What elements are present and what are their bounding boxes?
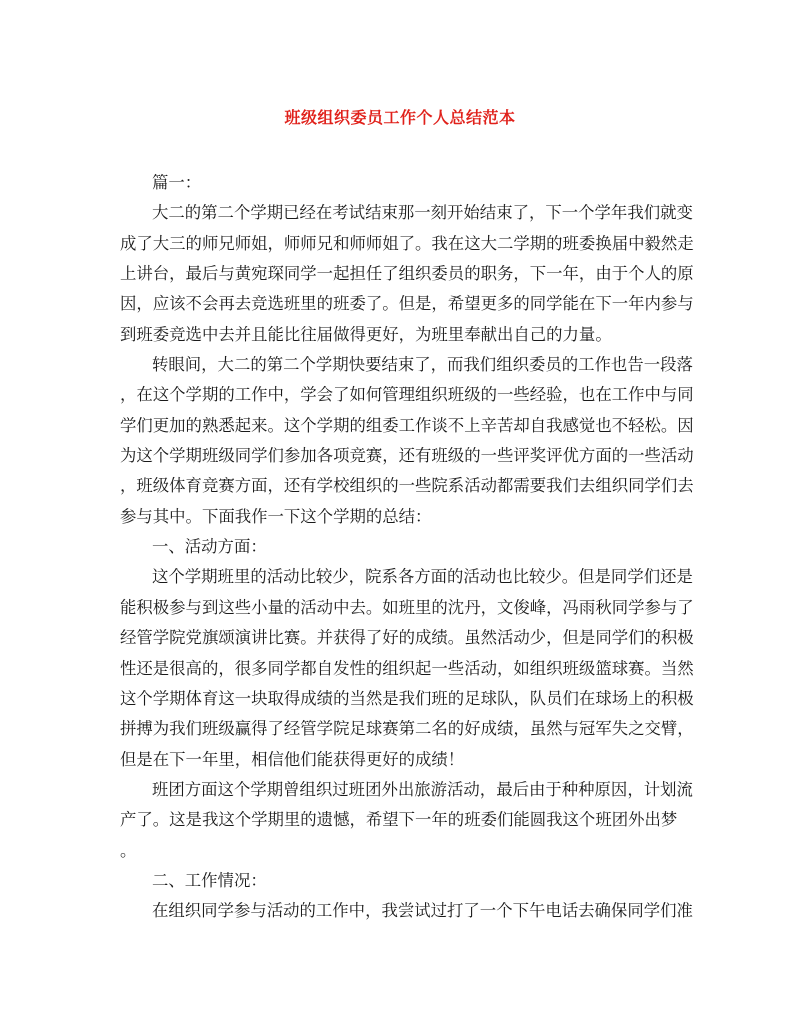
paragraph-line: 因，应该不会再去竞选班里的班委了。但是，希望更多的同学能在下一年内参与: [120, 294, 694, 314]
paragraph-line: 为这个学期班级同学们参加各项竞赛，还有班级的一些评奖评优方面的一些活动: [120, 446, 694, 466]
paragraph-line: 学们更加的熟悉起来。这个学期的组委工作谈不上辛苦却自我感觉也不轻松。因: [120, 415, 694, 435]
paragraph-line: 大二的第二个学期已经在考试结束那一刻开始结束了，下一个学年我们就变: [152, 203, 693, 223]
paragraph-line: 这个学期体育这一块取得成绩的当然是我们班的足球队，队员们在球场上的积极: [120, 688, 694, 708]
section-heading-activities: 一、活动方面：: [152, 537, 267, 557]
document-body: [120, 168, 694, 927]
paragraph-line: 这个学期班里的活动比较少，院系各方面的活动也比较少。但是同学们还是: [152, 567, 693, 587]
paragraph-line: 参与其中。下面我作一下这个学期的总结：: [120, 506, 432, 526]
paragraph-line: ，在这个学期的工作中，学会了如何管理组织班级的一些经验，也在工作中与同: [120, 385, 694, 405]
paragraph-line: 班团方面这个学期曾组织过班团外出旅游活动，最后由于种种原因，计划流: [152, 779, 693, 799]
paragraph-line: 转眼间，大二的第二个学期快要结束了，而我们组织委员的工作也告一段落: [152, 355, 693, 375]
paragraph-line: ，班级体育竞赛方面，还有学校组织的一些院系活动都需要我们去组织同学们去: [120, 476, 694, 496]
paragraph-line: 在组织同学参与活动的工作中，我尝试过打了一个下午电话去确保同学们准: [152, 901, 693, 921]
paragraph-line: 但是在下一年里，相信他们能获得更好的成绩！: [120, 749, 465, 769]
paragraph-line: 能积极参与到这些小量的活动中去。如班里的沈丹，文俊峰，冯雨秋同学参与了: [120, 597, 694, 617]
paragraph-line: 上讲台，最后与黄宛琛同学一起担任了组织委员的职务，下一年，由于个人的原: [120, 264, 694, 284]
paragraph-line: 拼搏为我们班级赢得了经管学院足球赛第二名的好成绩，虽然与冠军失之交臂，: [120, 719, 694, 739]
section-heading-work: 二、工作情况：: [152, 870, 267, 890]
paragraph-line: 性还是很高的，很多同学都自发性的组织起一些活动，如组织班级篮球赛。当然: [120, 658, 694, 678]
paragraph-line: 成了大三的师兄师姐，师师兄和师师姐了。我在这大二学期的班委换届中毅然走: [120, 233, 694, 253]
paragraph-line: 到班委竞选中去并且能比往届做得更好，为班里奉献出自己的力量。: [120, 324, 612, 344]
document-title: 班级组织委员工作个人总结范本: [284, 108, 516, 127]
paragraph-line: 。: [120, 840, 137, 860]
paragraph-line: 产了。这是我这个学期里的遗憾，希望下一年的班委们能圆我这个班团外出梦: [120, 810, 678, 830]
section-heading-part-one: 篇一：: [152, 173, 202, 192]
paragraph-line: 经管学院党旗颂演讲比赛。并获得了好的成绩。虽然活动少，但是同学们的积极: [120, 628, 694, 648]
